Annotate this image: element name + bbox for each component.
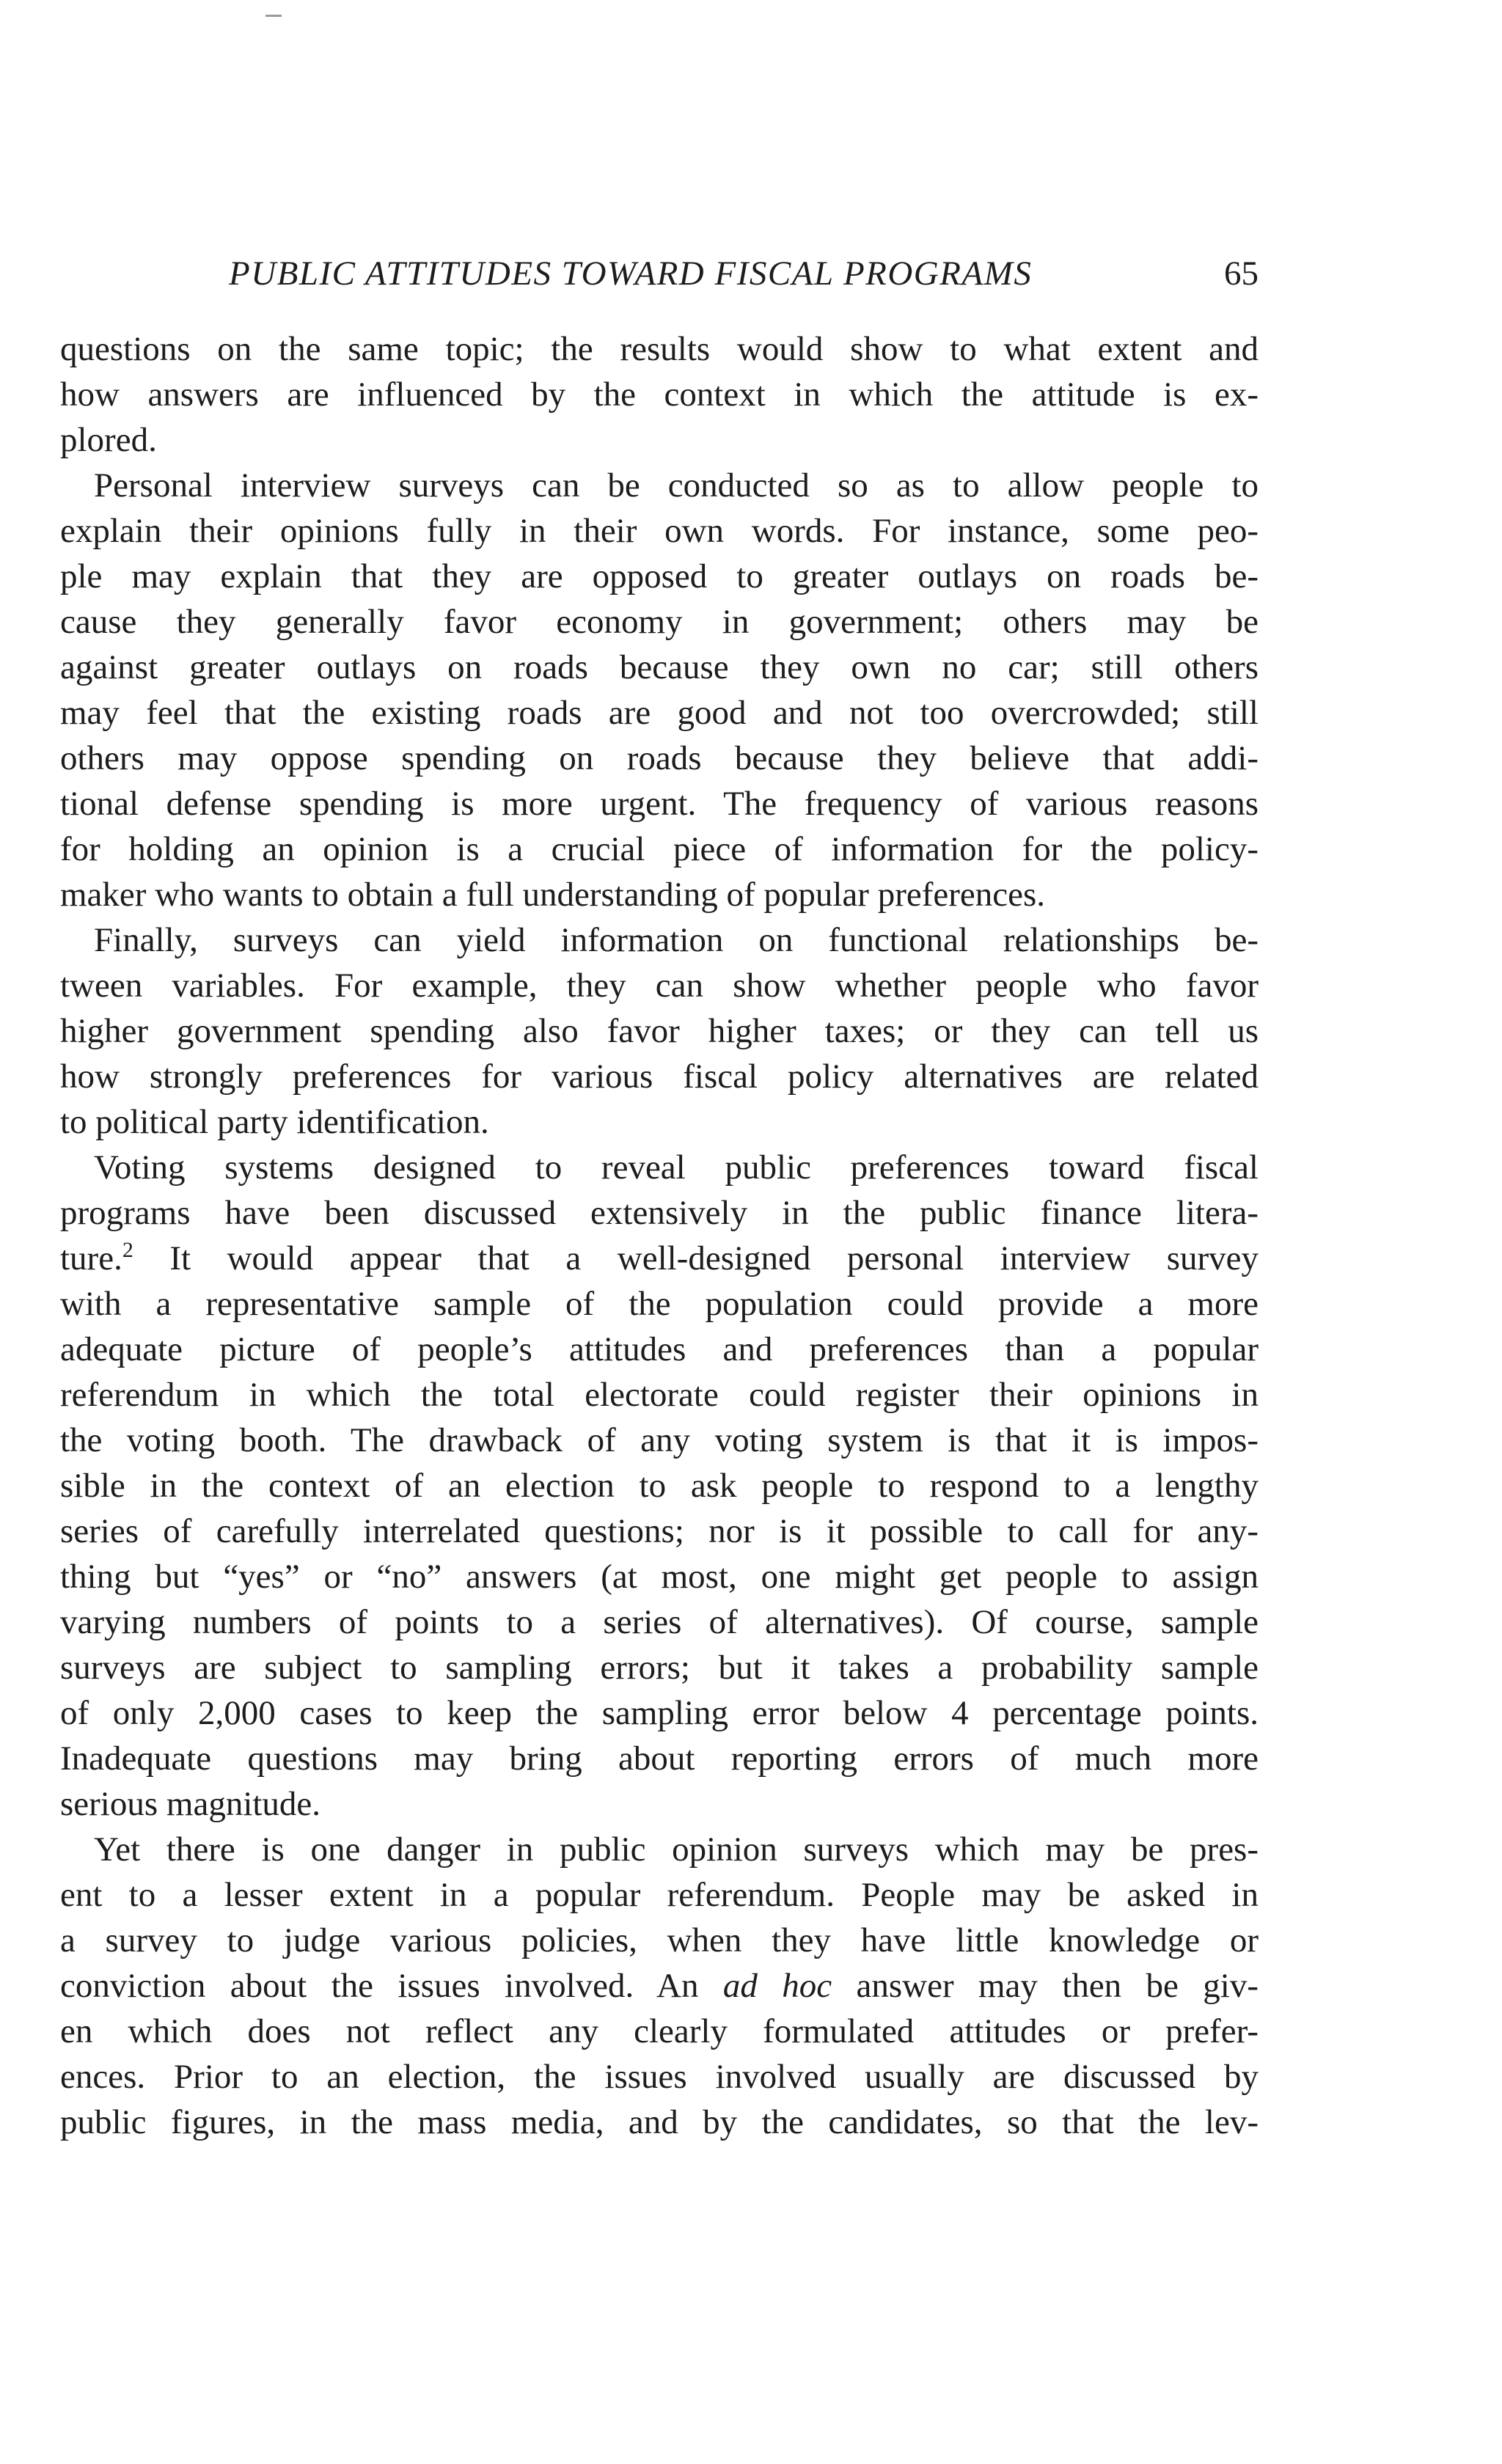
line-segment: conviction about the issues involved. An <box>60 1967 723 2005</box>
text-line: for holding an opinion is a crucial piece of information for the policy- <box>60 830 1259 868</box>
text-line: cause they generally favor economy in government; others may be <box>60 603 1259 641</box>
text-line: ple may explain that they are opposed to greater outlays on roads be- <box>60 557 1259 595</box>
line-segment: answer may then be giv- <box>832 1967 1259 2005</box>
text-line: Personal interview surveys can be conducted so as to allow people to <box>94 466 1259 505</box>
text-line: en which does not reflect any clearly formulated attitudes or prefer- <box>60 2012 1259 2050</box>
text-line: others may oppose spending on roads because they believe that addi- <box>60 739 1259 777</box>
scan-speck <box>265 15 282 17</box>
text-line: varying numbers of points to a series of alternatives). Of course, sample <box>60 1603 1259 1641</box>
text-line: Yet there is one danger in public opinion surveys which may be pres- <box>94 1830 1259 1869</box>
text-line: the voting booth. The drawback of any voting system is that it is impos- <box>60 1421 1259 1459</box>
text-line: Inadequate questions may bring about reporting errors of much more <box>60 1739 1259 1778</box>
text-line: maker who wants to obtain a full understanding of popular preferences. <box>60 876 1045 914</box>
text-line: with a representative sample of the population could provide a more <box>60 1285 1259 1323</box>
text-line: how strongly preferences for various fiscal policy alternatives are related <box>60 1057 1259 1096</box>
line-segment: It would appear that a well-designed personal interview survey <box>133 1239 1259 1277</box>
body-text <box>60 326 1259 2145</box>
footnote-marker: 2 <box>122 1238 133 1262</box>
italic-term: ad hoc <box>722 1967 832 2005</box>
text-line: tional defense spending is more urgent. The frequency of various reasons <box>60 785 1259 823</box>
text-line: against greater outlays on roads because they own no car; still others <box>60 648 1259 686</box>
text-line: public figures, in the mass media, and by the candidates, so that the lev- <box>60 2103 1259 2141</box>
text-line: series of carefully interrelated questions; nor is it possible to call for any- <box>60 1512 1259 1550</box>
text-line: thing but “yes” or “no” answers (at most, one might get people to assign <box>60 1558 1259 1596</box>
text-line: Finally, surveys can yield information on functional relationships be- <box>94 921 1259 959</box>
text-line: ences. Prior to an election, the issues involved usually are discussed by <box>60 2058 1259 2096</box>
page-number: 65 <box>1224 254 1259 293</box>
text-line: surveys are subject to sampling errors; but it takes a probability sample <box>60 1649 1259 1687</box>
running-head-title: PUBLIC ATTITUDES TOWARD FISCAL PROGRAMS <box>229 254 1033 293</box>
text-line: questions on the same topic; the results would show to what extent and <box>60 330 1259 368</box>
text-line: programs have been discussed extensively in the public finance litera- <box>60 1194 1259 1232</box>
text-line: plored. <box>60 421 157 459</box>
text-line: adequate picture of people’s attitudes and preferences than a popular <box>60 1330 1259 1368</box>
text-line: may feel that the existing roads are good and not too overcrowded; still <box>60 694 1259 732</box>
text-line: higher government spending also favor higher taxes; or they can tell us <box>60 1012 1259 1050</box>
running-head <box>60 248 1259 299</box>
text-line: to political party identification. <box>60 1103 489 1141</box>
text-line: serious magnitude. <box>60 1785 321 1823</box>
text-line: explain their opinions fully in their own words. For instance, some peo- <box>60 512 1259 550</box>
text-line: tween variables. For example, they can show whether people who favor <box>60 967 1259 1005</box>
text-line: referendum in which the total electorate could register their opinions in <box>60 1376 1259 1414</box>
text-line <box>60 1236 1259 1281</box>
text-line: Voting systems designed to reveal public preferences toward fiscal <box>94 1148 1259 1187</box>
text-line <box>60 1963 1259 2009</box>
line-segment: ture. <box>60 1239 122 1277</box>
text-line: a survey to judge various policies, when they have little knowledge or <box>60 1921 1259 1959</box>
text-line: ent to a lesser extent in a popular referendum. People may be asked in <box>60 1876 1259 1914</box>
text-line: sible in the context of an election to ask people to respond to a lengthy <box>60 1467 1259 1505</box>
text-line: how answers are influenced by the context in which the attitude is ex- <box>60 375 1259 414</box>
text-line: of only 2,000 cases to keep the sampling error below 4 percentage points. <box>60 1694 1259 1732</box>
